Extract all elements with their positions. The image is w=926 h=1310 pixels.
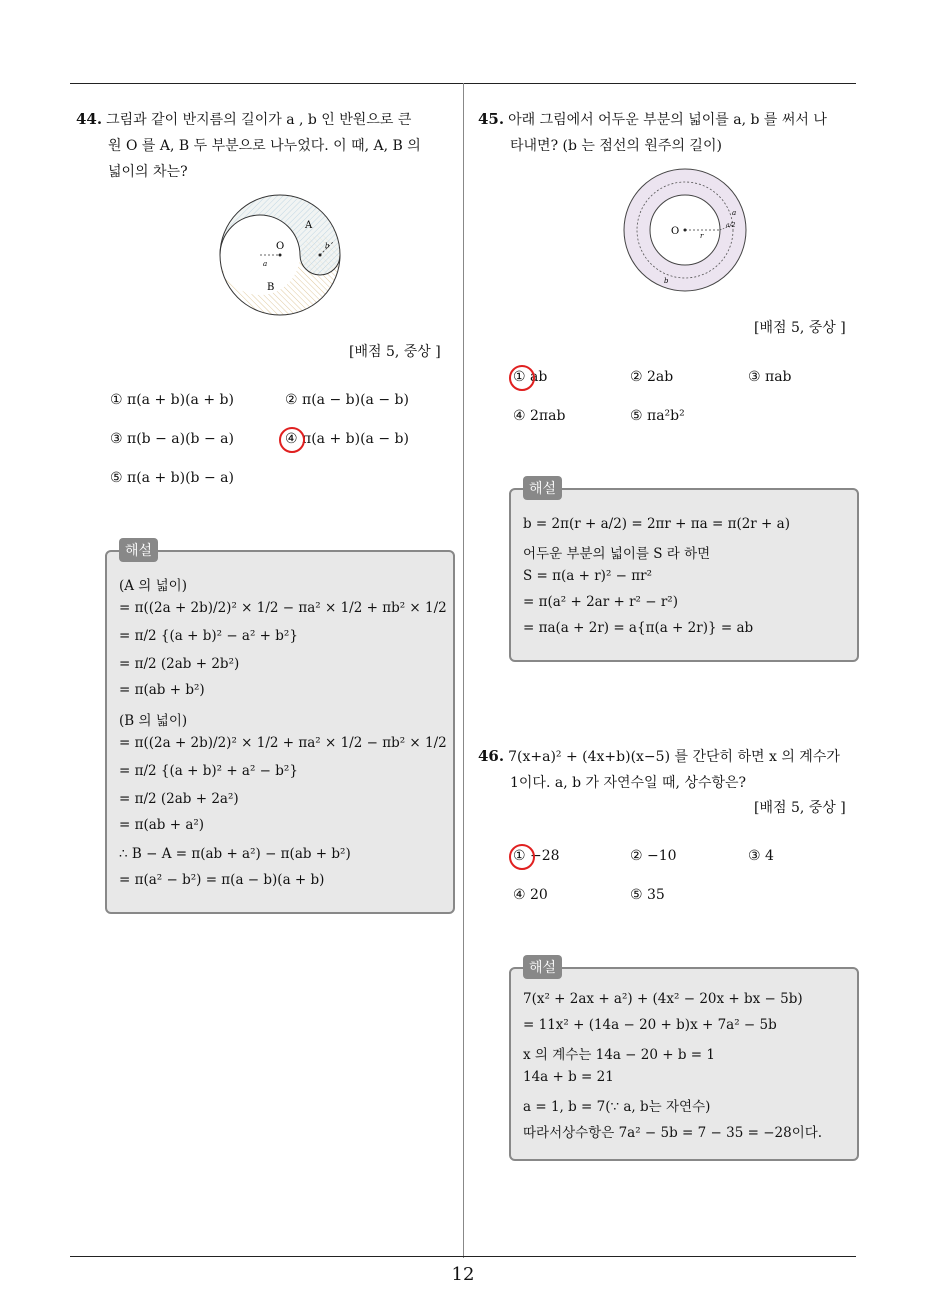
q44-label-a: a <box>263 260 268 268</box>
bottom-rule <box>70 1256 856 1257</box>
q45-sol-line-5: = πa(a + 2r) = a{π(a + 2r)} = ab <box>523 620 754 636</box>
q44-sol-line-2: = π((2a + 2b)/2)² × 1/2 − πa² × 1/2 + πb² × 1/2 <box>119 600 447 616</box>
q45-sol-line-1: b = 2π(r + a/2) = 2πr + πa = π(2r + a) <box>523 516 790 532</box>
q45-sol-line-4: = π(a² + 2ar + r² − r²) <box>523 594 678 610</box>
q44-sol-line-1: (A 의 넓이) <box>119 578 187 594</box>
q44-choice-2[interactable]: ② π(a − b)(a − b) <box>285 392 409 408</box>
q46-choice-2[interactable]: ② −10 <box>630 848 677 864</box>
q46-choice-5[interactable]: ⑤ 35 <box>630 887 665 903</box>
q45-choice-4[interactable]: ④ 2πab <box>513 408 566 424</box>
q45-choice-5[interactable]: ⑤ πa²b² <box>630 408 685 424</box>
q44-number: 44. <box>76 110 103 128</box>
q46-answer-mark <box>509 844 535 870</box>
q44-label-O: O <box>276 241 285 252</box>
q44-sol-line-7: = π((2a + 2b)/2)² × 1/2 + πa² × 1/2 − πb² × 1/2 <box>119 735 447 751</box>
q45-label-a2: a/2 <box>726 222 736 229</box>
q44-choice-3[interactable]: ③ π(b − a)(b − a) <box>110 431 234 447</box>
q44-answer-mark <box>279 427 305 453</box>
q44-choice-1[interactable]: ① π(a + b)(a + b) <box>110 392 234 408</box>
q45-solution-tag: 해설 <box>523 476 562 500</box>
q46-sol-line-1: 7(x² + 2ax + a²) + (4x² − 20x + bx − 5b) <box>523 991 803 1007</box>
q44-text <box>76 106 458 185</box>
q44-label-A: A <box>305 220 313 231</box>
q45-text <box>478 106 860 159</box>
q46-solution-box <box>509 960 859 1161</box>
q44-sol-line-11: ∴ B − A = π(ab + a²) − π(ab + b²) <box>119 846 351 862</box>
q44-sol-line-9: = π/2 (2ab + 2a²) <box>119 791 239 807</box>
q46-sol-line-2: = 11x² + (14a − 20 + b)x + 7a² − 5b <box>523 1017 777 1033</box>
q46-line2: 1이다. a, b 가 자연수일 때, 상수항은? <box>510 775 747 791</box>
q44-score: [배점 5, 중상 ] <box>349 344 441 360</box>
q46-sol-line-6: 따라서상수항은 7a² − 5b = 7 − 35 = −28이다. <box>523 1125 823 1141</box>
q44-choice-4[interactable]: ④ π(a + b)(a − b) <box>285 431 409 447</box>
q46-line1: 7(x+a)² + (4x+b)(x−5) 를 간단히 하면 x 의 계수가 <box>508 749 840 765</box>
q46-choice-4[interactable]: ④ 20 <box>513 887 548 903</box>
q44-line3: 넓이의 차는? <box>108 164 188 180</box>
q44-line2: 원 O 를 A, B 두 부분으로 나누었다. 이 때, A, B 의 <box>108 138 421 154</box>
q44-sol-line-10: = π(ab + a²) <box>119 817 205 833</box>
q45-line1: 아래 그림에서 어두운 부분의 넓이를 a, b 를 써서 나 <box>508 112 827 128</box>
q44-label-b: b <box>325 242 330 250</box>
q45-choice-2[interactable]: ② 2ab <box>630 369 674 385</box>
q44-sol-line-5: = π(ab + b²) <box>119 682 205 698</box>
q44-sol-line-3: = π/2 {(a + b)² − a² + b²} <box>119 628 298 644</box>
q45-label-a: a <box>732 209 737 217</box>
q45-figure <box>620 165 750 295</box>
q45-sol-line-2: 어두운 부분의 넓이를 S 라 하면 <box>523 546 711 562</box>
q45-choice-1[interactable]: ① ab <box>513 369 548 385</box>
q46-choice-3[interactable]: ③ 4 <box>748 848 774 864</box>
q45-line2: 타내면? (b 는 점선의 원주의 길이) <box>510 138 722 154</box>
q46-number: 46. <box>478 747 505 765</box>
q46-sol-line-4: 14a + b = 21 <box>523 1069 614 1085</box>
q44-line1: 그림과 같이 반지름의 길이가 a , b 인 반원으로 큰 <box>106 112 412 128</box>
page-number: 12 <box>451 1264 475 1285</box>
q44-choice-5[interactable]: ⑤ π(a + b)(b − a) <box>110 470 234 486</box>
q46-choice-1[interactable]: ① −28 <box>513 848 560 864</box>
q46-sol-line-3: x 의 계수는 14a − 20 + b = 1 <box>523 1047 715 1063</box>
q45-solution-box <box>509 481 859 662</box>
q45-answer-mark <box>509 365 535 391</box>
q45-label-r: r <box>700 232 704 240</box>
q44-solution-tag: 해설 <box>119 538 158 562</box>
q46-score: [배점 5, 중상 ] <box>754 800 846 816</box>
column-divider <box>463 83 464 1258</box>
q45-label-b: b <box>664 277 669 285</box>
q44-figure <box>215 190 345 320</box>
q45-choice-3[interactable]: ③ πab <box>748 369 792 385</box>
q44-sol-line-8: = π/2 {(a + b)² + a² − b²} <box>119 763 298 779</box>
q44-sol-line-4: = π/2 (2ab + 2b²) <box>119 656 240 672</box>
q45-score: [배점 5, 중상 ] <box>754 320 846 336</box>
q44-label-B: B <box>267 282 275 293</box>
q45-number: 45. <box>478 110 505 128</box>
q44-solution-box <box>105 543 455 914</box>
q45-label-O: O <box>671 226 680 237</box>
q46-sol-line-5: a = 1, b = 7(∵ a, b는 자연수) <box>523 1099 711 1115</box>
q46-text <box>478 743 860 796</box>
q44-sol-line-6: (B 의 넓이) <box>119 713 188 729</box>
q46-solution-tag: 해설 <box>523 955 562 979</box>
q44-sol-line-12: = π(a² − b²) = π(a − b)(a + b) <box>119 872 325 888</box>
q45-sol-line-3: S = π(a + r)² − πr² <box>523 568 652 584</box>
